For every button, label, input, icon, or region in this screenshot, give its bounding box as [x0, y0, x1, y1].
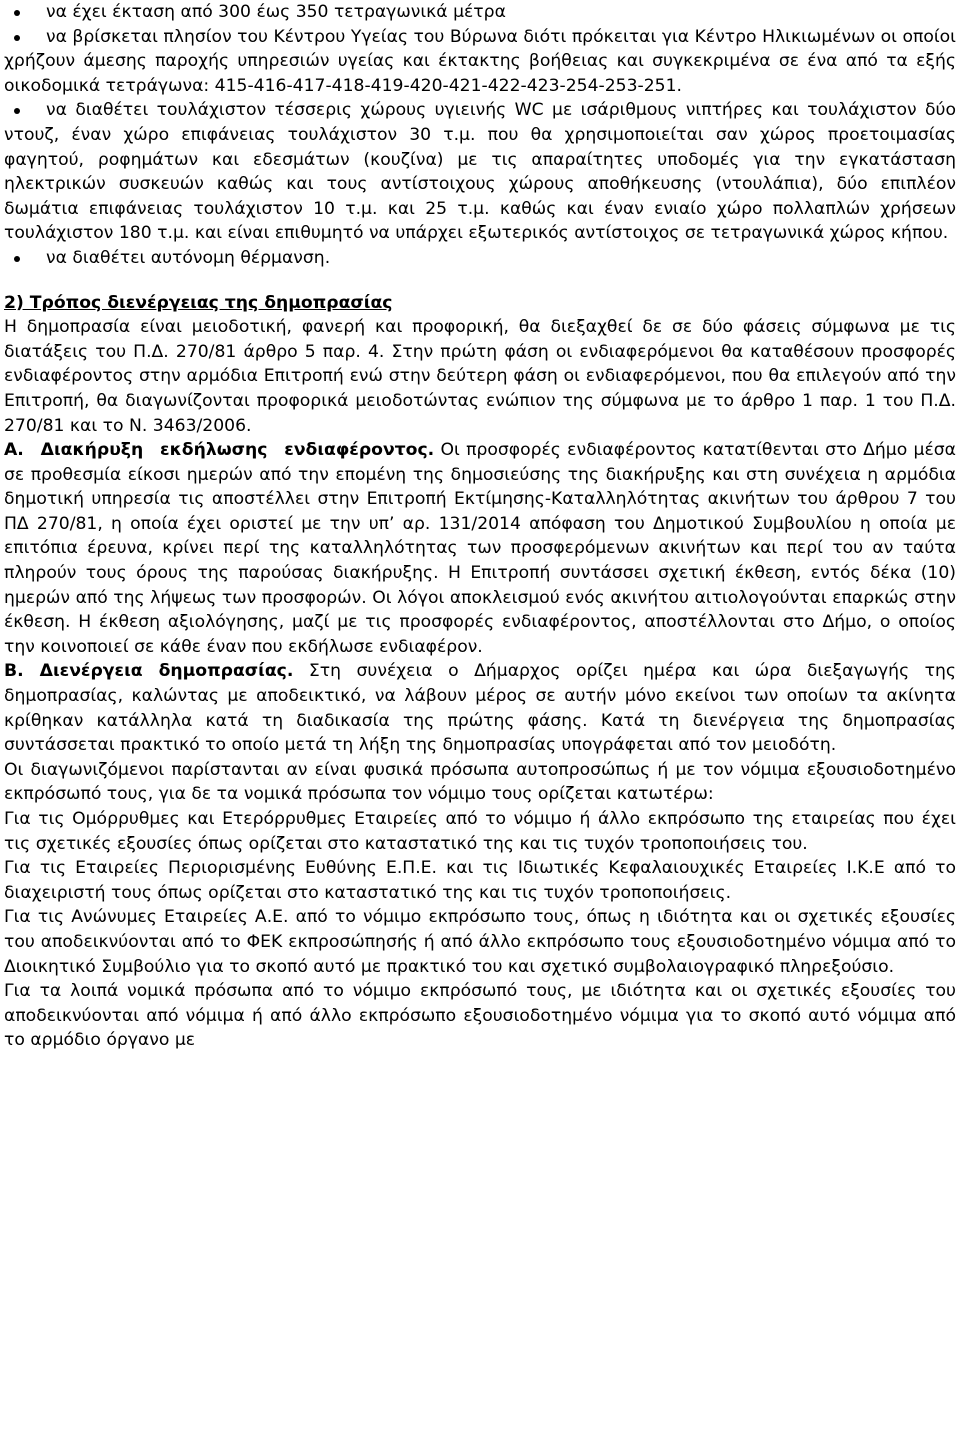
participants-paragraph: Οι διαγωνιζόμενοι παρίστανται αν είναι φυσικά πρόσωπα αυτοπροσώπως ή με τον νόμιμα εξουσιοδοτημένο εκπρόσωπό τους, για δε τα νομικά πρόσωπα τον νόμιμο τους ορίζεται κατωτέρω:	[4, 759, 956, 805]
list-item	[4, 98, 956, 246]
bullet-icon	[14, 108, 20, 114]
document-page	[4, 0, 956, 1053]
list-item-text: να διαθέτει τουλάχιστον τέσσερις χώρους υγιεινής WC με ισάριθμους νιπτήρες και τουλάχιστον δύο ντουζ, έναν χώρο επιφάνειας τουλάχιστον 30 τ.μ. που θα χρησιμοποιείται σαν χώρος προετοιμασίας φαγητού, ροφημάτων και εδεσμάτων (κουζίνα) με τις απαραίτητες υποδομές για την εγκατάσταση ηλεκτρικών συσκευών καθώς και τους αντίστοιχους χώρους αποθήκευσης (ντουλάπια), δύο επιπλέον δωμάτια επιφάνειας τουλάχιστον 10 τ.μ. και 25 τ.μ. καθώς και έναν ενιαίο χώρο πολλαπλών χρήσεων τουλάχιστον 180 τ.μ. και είναι επιθυμητό να υπάρχει εξωτερικός αντίστοιχος σε τετραγωνικά χώρος κήπου.	[4, 100, 956, 244]
part-a-lead: Α. Διακήρυξη εκδήλωσης ενδιαφέροντος.	[4, 440, 435, 461]
section-intro-paragraph: Η δημοπρασία είναι μειοδοτική, φανερή και προφορική, θα διεξαχθεί δε σε δύο φάσεις σύμφωνα με τις διατάξεις του Π.Δ. 270/81 άρθρο 5 παρ. 4. Στην πρώτη φάση οι ενδιαφερόμενοι θα καταθέσουν προσφορές ενδιαφέροντος στην αρμόδια Επιτροπή ενώ στην δεύτερη φάση οι ενδιαφερόμενοι, που θα επιλεγούν από την Επιτροπή, θα διαγωνίζονται προφορικά μειοδοτώντας ενώπιον της σύμφωνα με το άρθρο 1 παρ. 1 του Π.Δ. 270/81 και το Ν. 3463/2006.	[4, 317, 956, 436]
list-item-text: να διαθέτει αυτόνομη θέρμανση.	[46, 247, 331, 268]
list-item	[4, 25, 956, 99]
part-b-lead: Β. Διενέργεια δημοπρασίας.	[4, 661, 294, 682]
bullet-icon	[14, 10, 20, 16]
part-b-body: Στη συνέχεια ο Δήμαρχος ορίζει ημέρα και ώρα διεξαγωγής της δημοπρασίας, καλώντας με αποδεικτικό, να λάβουν μέρος σε αυτήν μόνο εκείνοι των οποίων τα ακίνητα κρίθηκαν κατάλληλα κατά τη διαδικασία της πρώτης φάσης. Κατά τη διενέργεια της δημοπρασίας συντάσσεται πρακτικό το οποίο μετά τη λήξη της δημοπρασίας υπογράφεται από τον μειοδότη.	[4, 661, 956, 756]
part-b-paragraph	[4, 659, 956, 757]
list-item-text: να βρίσκεται πλησίον του Κέντρου Υγείας του Βύρωνα διότι πρόκειται για Κέντρο Ηλικιωμένων οι οποίοι χρήζουν άμεσης παροχής υπηρεσιών υγείας και έκτακτης βοήθειας και συγκεκριμένα σε ένα από τα εξής οικοδομικά τετράγωνα: 415-416-417-418-419-420-421-422-423-254-253-251.	[4, 26, 956, 96]
limited-liability-paragraph: Για τις Εταιρείες Περιορισμένης Ευθύνης Ε.Π.Ε. και τις Ιδιωτικές Κεφαλαιουχικές Εταιρείες Ι.Κ.Ε από το διαχειριστή τους όπως ορίζεται στο καταστατικό της και τις τυχόν τροποποιήσεις.	[4, 858, 956, 903]
list-item	[4, 0, 956, 25]
societe-anonyme-paragraph: Για τις Ανώνυμες Εταιρείες Α.Ε. από το νόμιμο εκπρόσωπο τους, όπως η ιδιότητα και οι σχετικές εξουσίες του αποδεικνύονται από το ΦΕΚ εκπροσώπησής ή από άλλο εκπρόσωπο τους εξουσιοδοτημένο νόμιμα από το Διοικητικό Συμβούλιο για το σκοπό αυτό με πρακτικό του και σχετικό συμβολαιογραφικό πληρεξούσιο.	[4, 907, 956, 977]
bullet-icon	[14, 35, 20, 41]
list-item	[4, 246, 956, 271]
bullet-icon	[14, 256, 20, 262]
list-item-text: να έχει έκταση από 300 έως 350 τετραγωνικά μέτρα	[46, 2, 506, 22]
part-a-body: Οι προσφορές ενδιαφέροντος κατατίθενται στο Δήμο μέσα σε προθεσμία είκοσι ημερών από την επομένη της δημοσιεύσης της διακήρυξης και στη συνέχεια η αρμόδια δημοτική υπηρεσία τις αποστέλλει στην Επιτροπή Εκτίμησης-Καταλληλότητας ακινήτων του άρθρου 7 του ΠΔ 270/81, η οποία έχει οριστεί με την υπ’ αρ. 131/2014 απόφαση του Δημοτικού Συμβουλίου η οποία με επιτόπια έρευνα, κρίνει περί της καταλληλότητας των προσφερόμενων ακινήτων και περί του αν ταύτα πληρούν τους όρους της παρούσας διακήρυξης. Η Επιτροπή συντάσσει σχετική έκθεση, εντός δέκα (10) ημερών από της λήψεως των προσφορών. Οι λόγοι αποκλεισμού ενός ακινήτου αιτιολογούνται επαρκώς στην έκθεση. Η έκθεση αξιολόγησης, μαζί με τις προσφορές ενδιαφέροντος, αποστέλλονται στο Δήμο, ο οποίος την κοινοποιεί σε κάθε έναν που εκδήλωσε ενδιαφέρον.	[4, 440, 956, 657]
section-heading: 2) Τρόπος διενέργειας της δημοπρασίας	[4, 292, 393, 313]
general-partnerships-paragraph: Για τις Ομόρρυθμες και Ετερόρρυθμες Εταιρείες από το νόμιμο ή άλλο εκπρόσωπο της εταιρείας που έχει τις σχετικές εξουσίες όπως ορίζεται στο καταστατικό της και τις τυχόν τροποποιήσεις του.	[4, 809, 956, 854]
other-legal-entities-paragraph: Για τα λοιπά νομικά πρόσωπα από το νόμιμο εκπρόσωπό τους, με ιδιότητα και οι σχετικές εξουσίες του αποδεικνύονται από νόμιμα ή από άλλο εκπρόσωπο εξουσιοδοτημένο νόμιμα για το σκοπό αυτό νόμιμα από το αρμόδιο όργανο με	[4, 981, 956, 1051]
requirements-list	[4, 0, 956, 271]
part-a-paragraph	[4, 438, 956, 659]
